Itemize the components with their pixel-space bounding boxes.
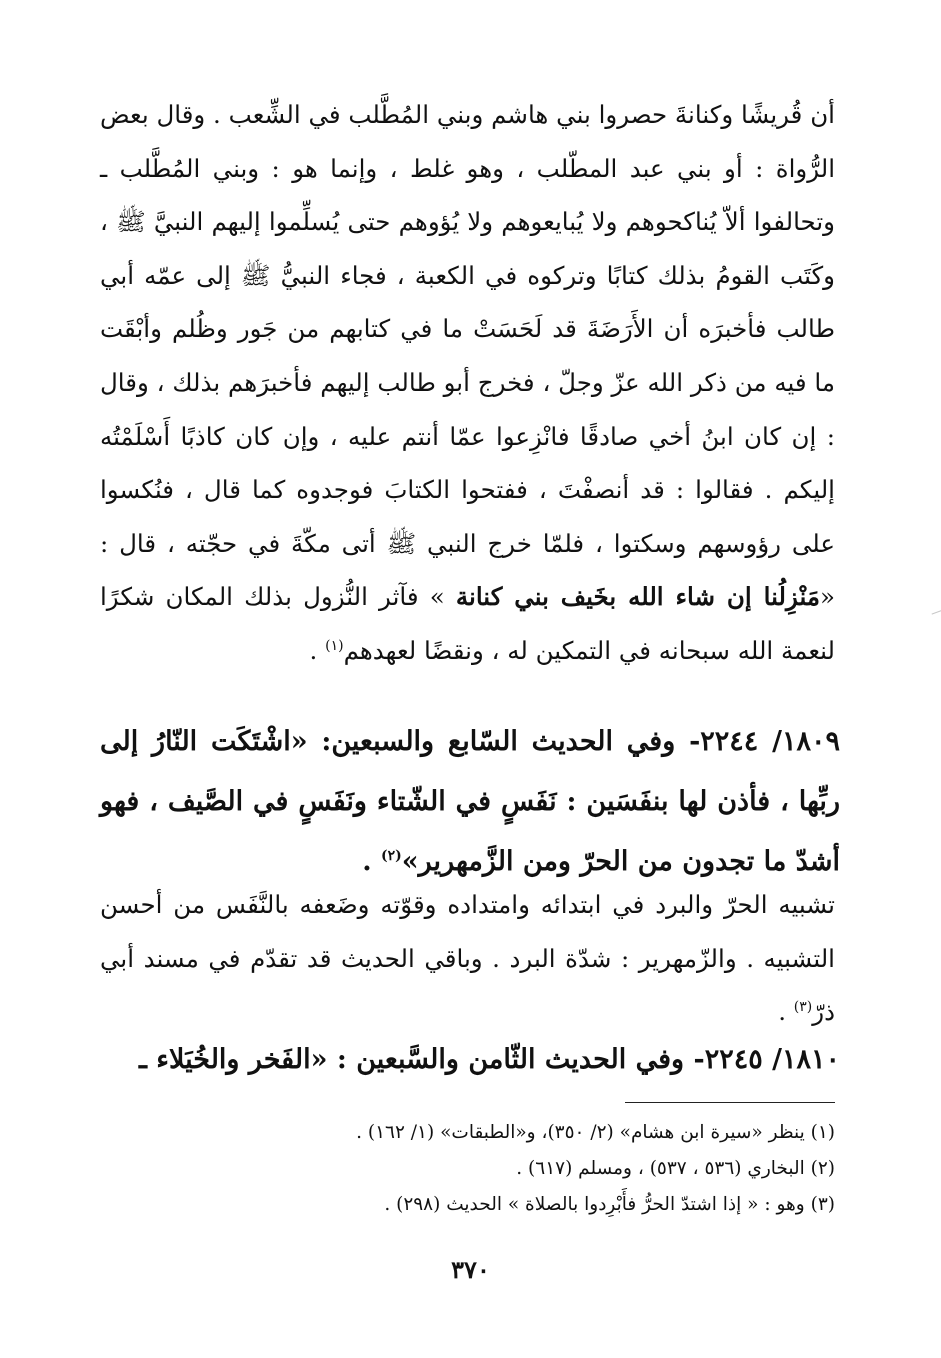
paragraph-text	[100, 88, 835, 678]
paragraph-text-end: .	[309, 635, 326, 665]
commentary-1809	[100, 878, 835, 1039]
footnote-ref-2: (٢)	[381, 848, 402, 864]
footnote-1: (١) ينظر «سيرة ابن هشام» (٢/ ٣٥٠)، و«الطبقات» (١/ ١٦٢) .	[356, 1122, 835, 1143]
footnote-separator	[625, 1102, 835, 1103]
scan-edge-mark	[927, 596, 941, 614]
paragraph-text-b: » فآثر النُّزول بذلك المكان شكرًا لنعمة الله سبحانه في التمكين له ، ونقضًا لعهدهم	[100, 582, 835, 665]
footnotes	[100, 1115, 835, 1223]
hadith-text: اشْتَكَت النّارُ إلى ربِّها ، فأذن لها بنفَسَين : نَفَسٍ في الشّتاء ونَفَسٍ في الصَّيف ، فهو أشدّ ما تجدون من الحرّ ومن الزَّمهرير	[100, 726, 840, 877]
hadith-number: ١٨١٠/ ٢٢٤٥-	[693, 1044, 840, 1075]
footnote-2: (٢) البخاري (٥٣٦ ، ٥٣٧) ، ومسلم (٦١٧) .	[516, 1158, 835, 1179]
footnote-ref-3: (٣)	[793, 999, 813, 1016]
hadith-text: الفَخر والخُيَلاء ـ	[139, 1044, 311, 1075]
hadith-intro: وفي الحديث الثّامن والسَّبعين : «	[310, 1044, 694, 1075]
hadith-1810	[100, 1030, 840, 1090]
hadith-close-quote: »	[401, 846, 419, 877]
quoted-hadith-bold: مَنْزِلُنا إن شاء الله بخَيف بني كنانة	[455, 582, 820, 612]
main-paragraph	[100, 88, 835, 678]
hadith-number: ١٨٠٩/ ٢٢٤٤-	[689, 726, 841, 757]
paragraph-text-a: أن قُريشًا وكنانةَ حصروا بني هاشم وبني المُطَّلب في الشِّعب . وقال بعض الرُّواة : أو بني عبد المطّلب ، وهو غلط ، وإنما هو : وبني المُطَّلب ـ وتحالفوا ألاّ يُناكحوهم ولا يُبايعوهم ولا يُؤوهم حتى يُسلِّموا إليهم النبيَّ ﷺ ، وكَتَب القومُ بذلك كتابًا وتركوه في الكعبة ، فجاء النبيُّ ﷺ إلى عمّه أبي طالب فأخبرَه أن الأَرَضَةَ قد لَحَسَتْ ما في كتابهم من جَور وظُلم وأبْقَت ما فيه من ذكر الله عزّ وجلّ ، فخرج أبو طالب إليهم فأخبرَهم بذلك ، وقال : إن كان ابنُ أخي صادقًا فانْزِعوا عمّا أنتم عليه ، وإن كان كاذبًا أَسْلَمْتُه إليكم . فقالوا : قد أنصفْتَ ، ففتحوا الكتابَ فوجدوه كما قال ، فنُكسوا على رؤوسهم وسكتوا ، فلمّا خرج النبي ﷺ أتى مكّةَ في حجّته ، قال : «	[100, 100, 835, 612]
page-number: ٣٧٠	[451, 1255, 490, 1284]
footnote-ref-1: (١)	[325, 637, 344, 654]
hadith-end: .	[362, 846, 381, 877]
commentary-text: تشبيه الحرّ والبرد في ابتدائه وامتداده وقوّته وضَعفه بالنَّفَس من أحسن التشبيه . والزّمهرير : شدّة البرد . وباقي الحديث قد تقدّم في مسند أبي ذرّ	[100, 890, 835, 1027]
footnote-3: (٣) وهو : « إذا اشتدّ الحرُّ فأَبْرِدوا بالصلاة » الحديث (٢٩٨) .	[384, 1194, 835, 1215]
hadith-intro: وفي الحديث السّابع والسبعين: «	[290, 726, 690, 757]
commentary-end: .	[778, 997, 794, 1027]
hadith-1809	[100, 712, 840, 892]
